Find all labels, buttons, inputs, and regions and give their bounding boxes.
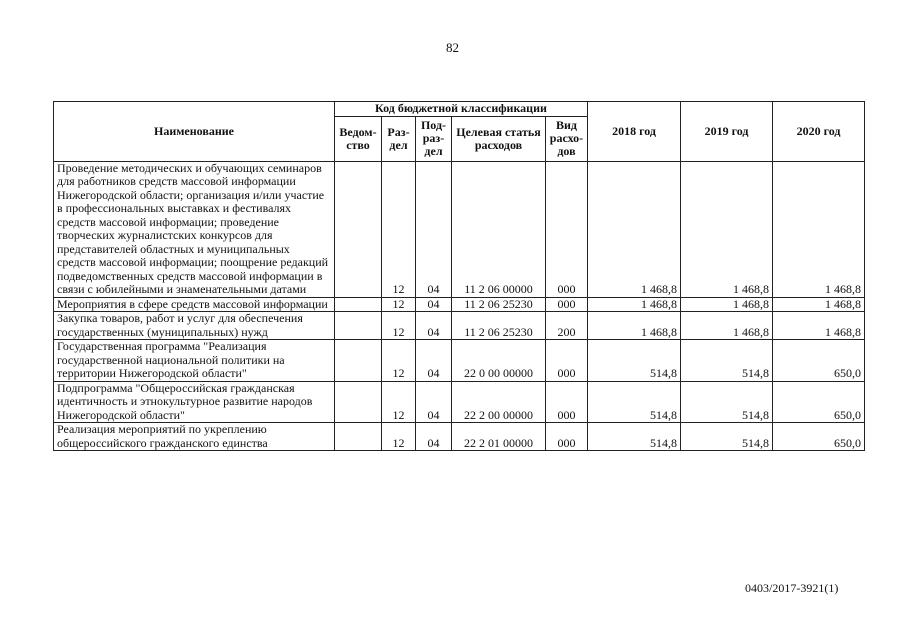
row-razdel: 12 [382,297,416,312]
row-celevaya: 11 2 06 00000 [452,161,546,297]
page-number: 82 [446,40,459,55]
row-vedomstvo [335,381,382,423]
row-podrazdel: 04 [416,340,452,382]
row-vedomstvo [335,423,382,451]
row-2020: 1 468,8 [773,297,865,312]
header-vid-raskhodov: Вид расхо-дов [546,116,588,161]
row-razdel: 12 [382,423,416,451]
header-name: Наименование [54,102,335,162]
row-2019: 1 468,8 [681,297,773,312]
row-2020: 650,0 [773,381,865,423]
row-2018: 514,8 [588,381,681,423]
document-code: 0403/2017-3921(1) [745,581,839,595]
row-name: Мероприятия в сфере средств массовой информации [54,297,335,312]
table-row [54,161,865,297]
row-2019: 514,8 [681,423,773,451]
row-celevaya: 11 2 06 25230 [452,312,546,340]
table-row [54,340,865,382]
row-2020: 1 468,8 [773,312,865,340]
row-2018: 1 468,8 [588,161,681,297]
row-vid: 000 [546,297,588,312]
row-2018: 1 468,8 [588,312,681,340]
row-vedomstvo [335,297,382,312]
row-podrazdel: 04 [416,312,452,340]
row-2018: 514,8 [588,423,681,451]
row-celevaya: 22 2 01 00000 [452,423,546,451]
row-vid: 000 [546,423,588,451]
row-vedomstvo [335,312,382,340]
row-2018: 514,8 [588,340,681,382]
row-celevaya: 22 2 00 00000 [452,381,546,423]
row-celevaya: 22 0 00 00000 [452,340,546,382]
row-2020: 650,0 [773,423,865,451]
row-vid: 000 [546,381,588,423]
row-2020: 650,0 [773,340,865,382]
header-vedomstvo: Ведом-ство [335,116,382,161]
table-row [54,312,865,340]
row-podrazdel: 04 [416,161,452,297]
table-row [54,381,865,423]
row-vedomstvo [335,340,382,382]
row-2019: 514,8 [681,340,773,382]
header-2019: 2019 год [681,102,773,162]
row-2020: 1 468,8 [773,161,865,297]
row-razdel: 12 [382,381,416,423]
row-2019: 1 468,8 [681,312,773,340]
row-2019: 514,8 [681,381,773,423]
budget-table [53,101,865,451]
row-vid: 000 [546,340,588,382]
row-name: Реализация мероприятий по укреплению общероссийского гражданского единства [54,423,335,451]
row-razdel: 12 [382,312,416,340]
header-2020: 2020 год [773,102,865,162]
row-celevaya: 11 2 06 25230 [452,297,546,312]
row-2018: 1 468,8 [588,297,681,312]
row-podrazdel: 04 [416,297,452,312]
header-celevaya-statya: Целевая статья расходов [452,116,546,161]
row-podrazdel: 04 [416,381,452,423]
row-2019: 1 468,8 [681,161,773,297]
row-name: Государственная программа "Реализация государственной национальной политики на территории Нижегородской области" [54,340,335,382]
header-budget-code-group: Код бюджетной классификации [335,102,588,117]
header-podrazdel: Под-раз-дел [416,116,452,161]
table-row [54,423,865,451]
row-podrazdel: 04 [416,423,452,451]
row-name: Подпрограмма "Общероссийская гражданская идентичность и этнокультурное развитие народов Нижегородской области" [54,381,335,423]
row-name: Закупка товаров, работ и услуг для обеспечения государственных (муниципальных) нужд [54,312,335,340]
row-vedomstvo [335,161,382,297]
header-razdel: Раз-дел [382,116,416,161]
table-row [54,297,865,312]
row-name: Проведение методических и обучающих семинаров для работников средств массовой информации Нижегородской области; организация и/или участие в профессиональных выставках и фестивалях средств массовой информации; проведение творческих журналистских конкурсов для представителей областных и муниципальных средств массовой информации; поощрение редакций подведомственных средств массовой информации в связи с юбилейными и знаменательными датами [54,161,335,297]
row-razdel: 12 [382,340,416,382]
row-vid: 000 [546,161,588,297]
header-2018: 2018 год [588,102,681,162]
row-vid: 200 [546,312,588,340]
row-razdel: 12 [382,161,416,297]
